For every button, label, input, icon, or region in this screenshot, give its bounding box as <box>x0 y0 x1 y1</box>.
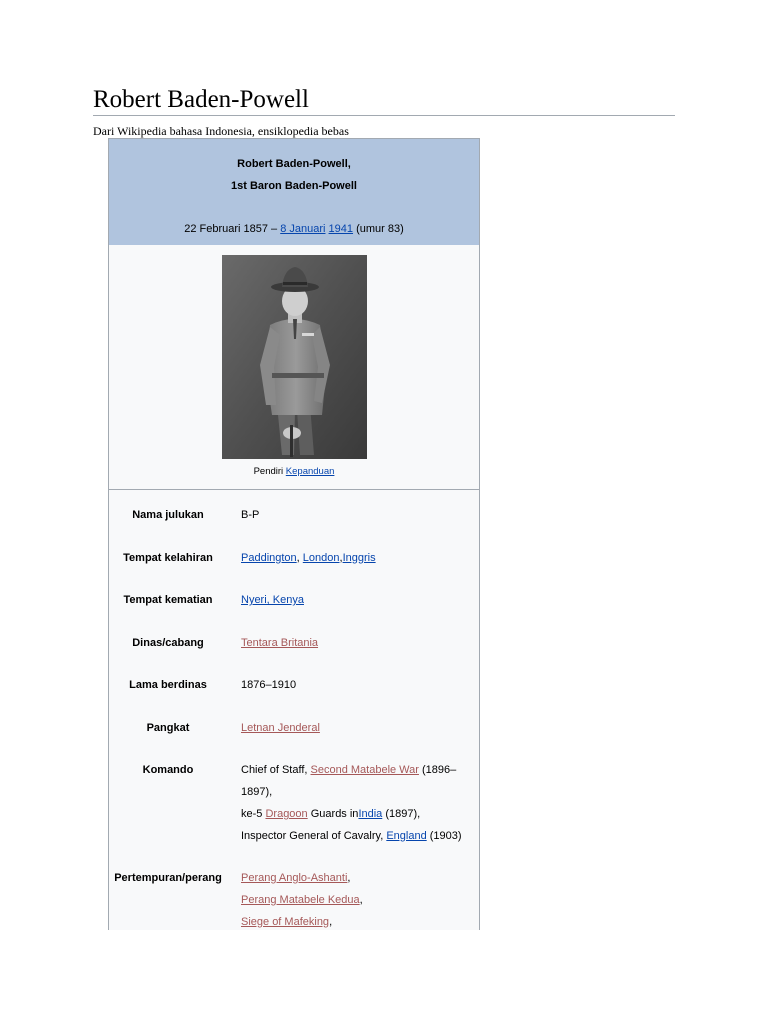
row-value <box>241 632 473 654</box>
link-tentara-britania[interactable]: Tentara Britania <box>241 637 319 649</box>
link-london[interactable]: London <box>302 552 340 564</box>
row-label: Pangkat <box>146 722 190 734</box>
separator: , <box>359 894 363 906</box>
row-value: 1876–1910 <box>241 679 297 691</box>
separator: , <box>329 916 333 928</box>
link-england[interactable]: England <box>386 830 427 842</box>
separator: , <box>339 552 343 564</box>
row-value <box>241 589 473 611</box>
link-india[interactable]: India <box>358 808 383 820</box>
row-value <box>241 867 473 930</box>
portrait-image[interactable] <box>222 255 367 459</box>
row-label: Komando <box>142 764 194 776</box>
link-siege-of-mafeking[interactable]: Siege of Mafeking <box>241 916 330 928</box>
link-perang-matabele-kedua[interactable]: Perang Matabele Kedua <box>241 894 360 906</box>
command-text: (1903) <box>429 830 462 842</box>
row-label: Dinas/cabang <box>132 637 204 649</box>
tagline: Dari Wikipedia bahasa Indonesia, ensiklopedia bebas <box>93 124 349 138</box>
link-paddington[interactable]: Paddington <box>241 552 297 564</box>
row-label: Tempat kelahiran <box>123 552 213 564</box>
link-perang-anglo-ashanti[interactable]: Perang Anglo-Ashanti <box>241 872 348 884</box>
command-text: Guards in <box>310 808 359 820</box>
row-value <box>241 547 473 569</box>
row-label: Lama berdinas <box>129 679 207 691</box>
image-caption <box>109 466 479 477</box>
infobox <box>108 138 480 930</box>
death-year-link[interactable]: 1941 <box>328 223 354 235</box>
page-title: Robert Baden-Powell <box>93 86 675 116</box>
link-inggris[interactable]: Inggris <box>342 552 376 564</box>
separator: , <box>347 872 351 884</box>
link-nyeri-kenya[interactable]: Nyeri, Kenya <box>241 594 304 606</box>
infobox-image-cell <box>109 245 479 490</box>
link-letnan-jenderal[interactable]: Letnan Jenderal <box>241 722 320 734</box>
infobox-header <box>109 139 479 245</box>
command-text: Chief of Staff, <box>241 764 308 776</box>
link-second-matabele-war[interactable]: Second Matabele War <box>310 764 419 776</box>
row-label: Nama julukan <box>132 509 204 521</box>
command-text: ke-5 <box>241 808 263 820</box>
row-value: B-P <box>241 509 260 521</box>
command-text: (1896–1897), <box>241 764 457 798</box>
command-text: (1897), <box>385 808 421 820</box>
death-day-link[interactable]: 8 Januari <box>280 223 326 235</box>
row-value <box>241 759 473 847</box>
caption-link-kepanduan[interactable]: Kepanduan <box>285 466 335 477</box>
row-value <box>241 717 473 739</box>
birth-date: 22 Februari 1857 – <box>184 223 278 235</box>
row-label: Tempat kematian <box>123 594 213 606</box>
infobox-title: 1st Baron Baden-Powell <box>231 180 357 192</box>
row-label: Pertempuran/perang <box>114 872 222 884</box>
link-dragoon[interactable]: Dragoon <box>265 808 308 820</box>
separator: , <box>296 552 300 564</box>
caption-text: Pendiri <box>253 466 284 477</box>
infobox-name: Robert Baden-Powell, <box>237 158 351 170</box>
age-text: (umur 83) <box>356 223 404 235</box>
command-text: Inspector General of Cavalry, <box>241 830 384 842</box>
infobox-dates <box>109 223 479 235</box>
